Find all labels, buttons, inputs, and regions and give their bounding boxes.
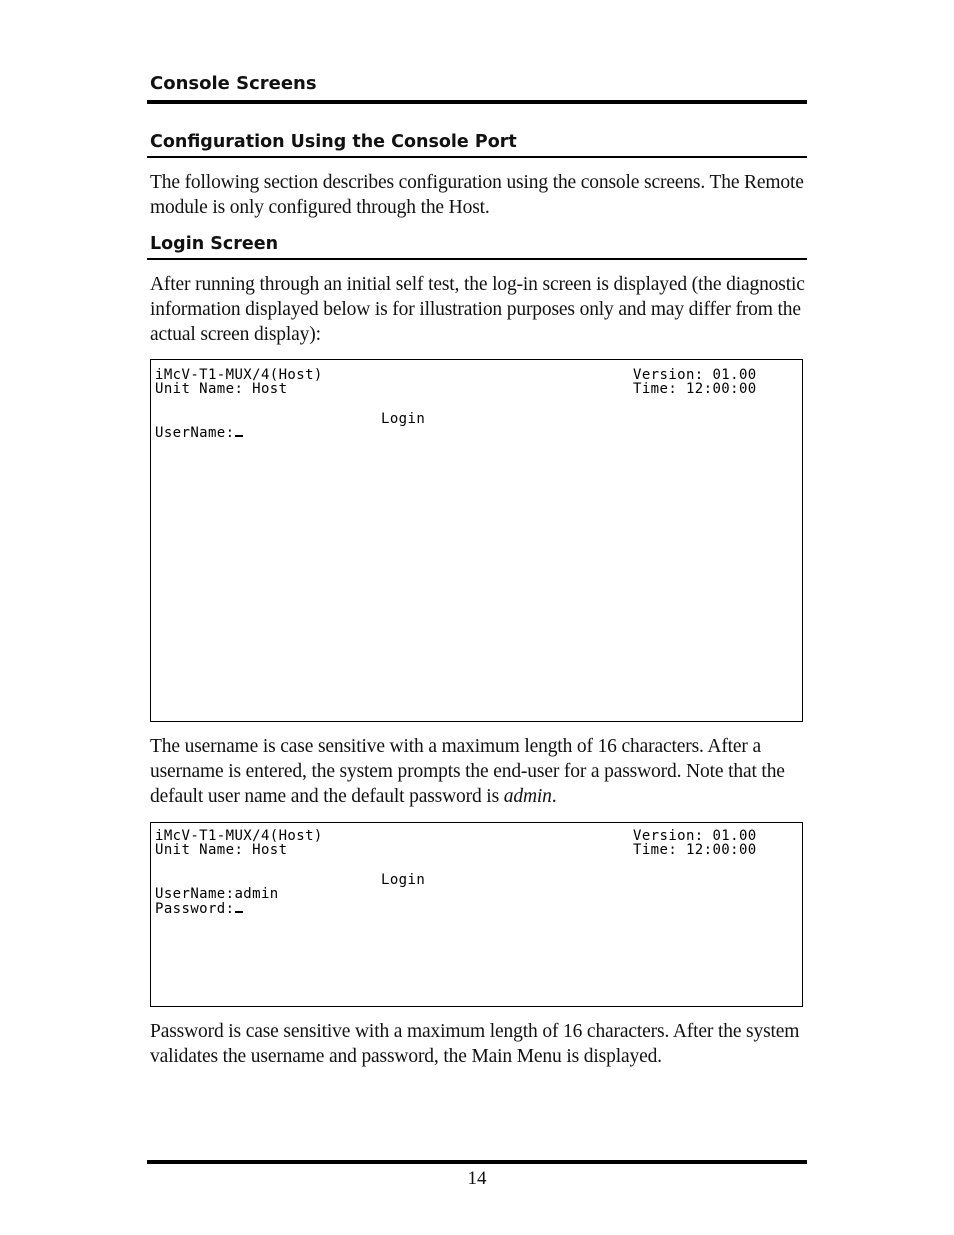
console-login-title: Login <box>381 872 426 888</box>
section-heading-configuration: Configuration Using the Console Port <box>150 132 517 152</box>
paragraph-line <box>150 784 810 809</box>
console-username-line: UserName:admin <box>155 886 279 902</box>
login-intro-paragraph <box>150 272 810 347</box>
console-username-field <box>155 426 243 441</box>
paragraph-line: After running through an initial self test, the log-in screen is displayed (the diagnostic <box>150 274 805 295</box>
console-unit-name: Unit Name: Host <box>155 381 288 397</box>
configuration-paragraph <box>150 170 810 220</box>
username-info-paragraph <box>150 734 810 809</box>
header-rule <box>147 100 807 104</box>
console-version: Version: 01.00 <box>633 828 757 844</box>
console-time: Time: 12:00:00 <box>633 842 757 858</box>
paragraph-line: actual screen display): <box>150 324 321 345</box>
paragraph-line: Password is case sensitive with a maximum length of 16 characters. After the system <box>150 1021 800 1042</box>
paragraph-line: validates the username and password, the Main Menu is displayed. <box>150 1046 662 1067</box>
paragraph-line: The following section describes configuration using the console screens. The Remote <box>150 172 804 193</box>
console-screen-password <box>150 822 803 1007</box>
paragraph-line: The username is case sensitive with a maximum length of 16 characters. After a <box>150 736 762 757</box>
console-password-field <box>155 902 243 917</box>
paragraph-text: . <box>551 786 557 807</box>
console-product-name: iMcV-T1-MUX/4(Host) <box>155 828 323 844</box>
text-cursor-icon <box>235 435 243 437</box>
password-info-paragraph <box>150 1019 810 1069</box>
console-product-name: iMcV-T1-MUX/4(Host) <box>155 367 323 383</box>
paragraph-line: information displayed below is for illustration purposes only and may differ from the <box>150 299 801 320</box>
console-login-title: Login <box>381 411 426 427</box>
console-password-label: Password: <box>155 901 235 917</box>
footer-rule <box>147 1160 807 1164</box>
console-unit-name: Unit Name: Host <box>155 842 288 858</box>
text-cursor-icon <box>235 911 243 913</box>
default-credential-emphasis: admin <box>503 786 552 807</box>
paragraph-line: module is only configured through the Host. <box>150 197 490 218</box>
section-heading-login-screen: Login Screen <box>150 234 279 254</box>
page-number: 14 <box>467 1168 487 1189</box>
page-header-title: Console Screens <box>150 73 317 94</box>
paragraph-text: default user name and the default password is <box>150 786 504 807</box>
paragraph-line: username is entered, the system prompts the end-user for a password. Note that the <box>150 761 785 782</box>
console-time: Time: 12:00:00 <box>633 381 757 397</box>
console-screen-login <box>150 359 803 722</box>
console-version: Version: 01.00 <box>633 367 757 383</box>
console-username-label: UserName: <box>155 425 235 441</box>
section-rule-configuration <box>147 156 807 158</box>
section-rule-login-screen <box>147 258 807 260</box>
